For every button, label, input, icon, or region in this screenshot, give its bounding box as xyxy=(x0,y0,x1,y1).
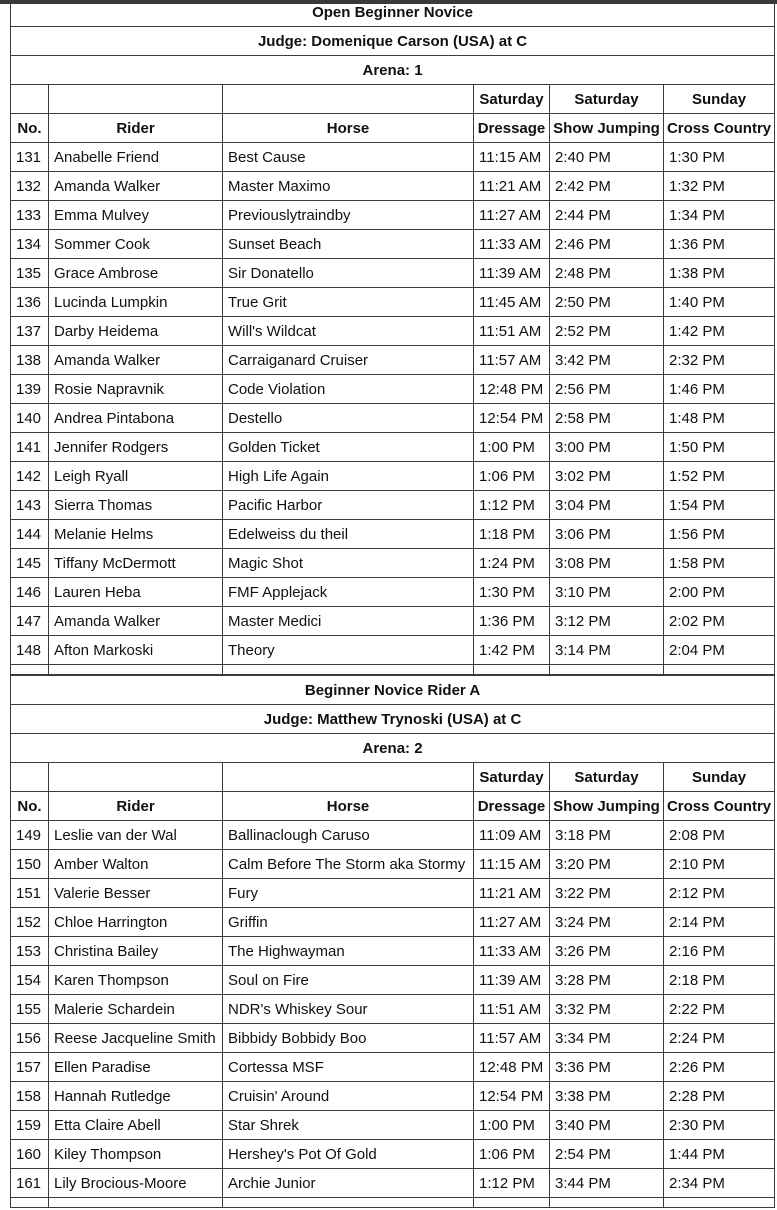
table-row xyxy=(11,578,775,607)
cross-country-column-header: Cross Country xyxy=(664,792,775,821)
cross-country-time: 1:40 PM xyxy=(664,288,775,317)
dressage-time: 1:42 PM xyxy=(474,636,550,665)
entry-number: 160 xyxy=(11,1140,49,1169)
horse-name: Cortessa MSF xyxy=(223,1053,474,1082)
cross-country-day-header: Sunday xyxy=(664,763,775,792)
rider-name: Leigh Ryall xyxy=(49,462,223,491)
entry-number: 161 xyxy=(11,1169,49,1198)
column-header-row xyxy=(11,792,775,821)
horse-name: Pacific Harbor xyxy=(223,491,474,520)
entry-number: 155 xyxy=(11,995,49,1024)
cross-country-time: 2:04 PM xyxy=(664,636,775,665)
dressage-time: 1:06 PM xyxy=(474,462,550,491)
rider-name: Amber Walton xyxy=(49,850,223,879)
show-jumping-time: 2:40 PM xyxy=(550,143,664,172)
show-jumping-time: 2:50 PM xyxy=(550,288,664,317)
cross-country-time: 2:18 PM xyxy=(664,966,775,995)
horse-name: NDR's Whiskey Sour xyxy=(223,995,474,1024)
entry-number: 158 xyxy=(11,1082,49,1111)
dressage-time: 11:09 AM xyxy=(474,821,550,850)
spacer-cell xyxy=(664,665,775,675)
table-row xyxy=(11,404,775,433)
spacer-cell xyxy=(11,665,49,675)
blank-header-cell xyxy=(49,763,223,792)
entry-number: 156 xyxy=(11,1024,49,1053)
rider-name: Emma Mulvey xyxy=(49,201,223,230)
entry-number: 146 xyxy=(11,578,49,607)
table-row xyxy=(11,288,775,317)
judge-row xyxy=(11,705,775,734)
rider-name: Sommer Cook xyxy=(49,230,223,259)
rider-name: Rosie Napravnik xyxy=(49,375,223,404)
spacer-cell xyxy=(223,665,474,675)
show-jumping-time: 3:10 PM xyxy=(550,578,664,607)
show-jumping-time: 3:36 PM xyxy=(550,1053,664,1082)
horse-name: High Life Again xyxy=(223,462,474,491)
show-jumping-time: 2:42 PM xyxy=(550,172,664,201)
judge-label: Judge: Matthew Trynoski (USA) at C xyxy=(11,705,775,734)
horse-name: Bibbidy Bobbidy Boo xyxy=(223,1024,474,1053)
entry-number: 135 xyxy=(11,259,49,288)
horse-name: Master Maximo xyxy=(223,172,474,201)
cross-country-time: 2:32 PM xyxy=(664,346,775,375)
dressage-time: 1:00 PM xyxy=(474,433,550,462)
entry-number: 132 xyxy=(11,172,49,201)
dressage-time: 12:48 PM xyxy=(474,375,550,404)
table-row xyxy=(11,879,775,908)
horse-name: Archie Junior xyxy=(223,1169,474,1198)
cross-country-time: 1:42 PM xyxy=(664,317,775,346)
show-jumping-time: 2:48 PM xyxy=(550,259,664,288)
dressage-column-header: Dressage xyxy=(474,792,550,821)
rider-name: Etta Claire Abell xyxy=(49,1111,223,1140)
show-jumping-time: 3:12 PM xyxy=(550,607,664,636)
table-row xyxy=(11,259,775,288)
horse-name: Griffin xyxy=(223,908,474,937)
show-jumping-time: 3:14 PM xyxy=(550,636,664,665)
cross-country-time: 1:54 PM xyxy=(664,491,775,520)
rider-name: Lucinda Lumpkin xyxy=(49,288,223,317)
dressage-time: 12:54 PM xyxy=(474,1082,550,1111)
cross-country-time: 2:14 PM xyxy=(664,908,775,937)
dressage-time: 11:15 AM xyxy=(474,850,550,879)
entry-number: 137 xyxy=(11,317,49,346)
show-jumping-time: 3:32 PM xyxy=(550,995,664,1024)
table-row xyxy=(11,549,775,578)
table-row xyxy=(11,1111,775,1140)
rider-column-header: Rider xyxy=(49,114,223,143)
cross-country-time: 1:52 PM xyxy=(664,462,775,491)
table-row xyxy=(11,636,775,665)
horse-name: Hershey's Pot Of Gold xyxy=(223,1140,474,1169)
horse-name: Soul on Fire xyxy=(223,966,474,995)
cross-country-time: 2:08 PM xyxy=(664,821,775,850)
dressage-time: 11:51 AM xyxy=(474,995,550,1024)
show-jumping-time: 2:52 PM xyxy=(550,317,664,346)
division-title: Beginner Novice Rider A xyxy=(11,676,775,705)
cross-country-time: 2:26 PM xyxy=(664,1053,775,1082)
cross-country-time: 1:32 PM xyxy=(664,172,775,201)
dressage-time: 11:33 AM xyxy=(474,937,550,966)
horse-name: Ballinaclough Caruso xyxy=(223,821,474,850)
entry-number: 152 xyxy=(11,908,49,937)
table-row xyxy=(11,966,775,995)
no-column-header: No. xyxy=(11,114,49,143)
show-jumping-time: 3:20 PM xyxy=(550,850,664,879)
horse-name: Magic Shot xyxy=(223,549,474,578)
division-title-row xyxy=(11,676,775,705)
arena-label: Arena: 2 xyxy=(11,734,775,763)
division-title-row xyxy=(11,0,775,27)
horse-name: Previouslytraindby xyxy=(223,201,474,230)
show-jumping-time: 3:44 PM xyxy=(550,1169,664,1198)
entry-number: 148 xyxy=(11,636,49,665)
cross-country-time: 1:56 PM xyxy=(664,520,775,549)
entry-number: 149 xyxy=(11,821,49,850)
rider-name: Ellen Paradise xyxy=(49,1053,223,1082)
horse-name: Code Violation xyxy=(223,375,474,404)
rider-name: Amanda Walker xyxy=(49,607,223,636)
cross-country-time: 2:24 PM xyxy=(664,1024,775,1053)
show-jumping-time: 3:00 PM xyxy=(550,433,664,462)
rider-name: Andrea Pintabona xyxy=(49,404,223,433)
rider-name: Reese Jacqueline Smith xyxy=(49,1024,223,1053)
dressage-day-header: Saturday xyxy=(474,763,550,792)
dressage-time: 1:12 PM xyxy=(474,491,550,520)
entry-number: 136 xyxy=(11,288,49,317)
horse-name: Sunset Beach xyxy=(223,230,474,259)
cross-country-time: 1:34 PM xyxy=(664,201,775,230)
rider-name: Hannah Rutledge xyxy=(49,1082,223,1111)
dressage-time: 12:48 PM xyxy=(474,1053,550,1082)
dressage-time: 1:36 PM xyxy=(474,607,550,636)
horse-name: The Highwayman xyxy=(223,937,474,966)
table-row xyxy=(11,317,775,346)
entry-number: 142 xyxy=(11,462,49,491)
schedule-table-1 xyxy=(10,0,775,675)
show-jumping-time: 3:24 PM xyxy=(550,908,664,937)
entry-number: 154 xyxy=(11,966,49,995)
table-row xyxy=(11,995,775,1024)
table-row xyxy=(11,821,775,850)
rider-name: Karen Thompson xyxy=(49,966,223,995)
entry-number: 145 xyxy=(11,549,49,578)
horse-name: Will's Wildcat xyxy=(223,317,474,346)
rider-name: Lily Brocious-Moore xyxy=(49,1169,223,1198)
table-row xyxy=(11,346,775,375)
table-row xyxy=(11,201,775,230)
judge-label: Judge: Domenique Carson (USA) at C xyxy=(11,27,775,56)
cross-country-time: 2:02 PM xyxy=(664,607,775,636)
rider-name: Malerie Schardein xyxy=(49,995,223,1024)
rider-name: Jennifer Rodgers xyxy=(49,433,223,462)
spacer-cell xyxy=(550,1198,664,1208)
table-row xyxy=(11,433,775,462)
cross-country-time: 2:28 PM xyxy=(664,1082,775,1111)
cross-country-time: 2:00 PM xyxy=(664,578,775,607)
spacer-cell xyxy=(550,665,664,675)
rider-name: Leslie van der Wal xyxy=(49,821,223,850)
rider-name: Melanie Helms xyxy=(49,520,223,549)
entry-number: 139 xyxy=(11,375,49,404)
horse-name: Star Shrek xyxy=(223,1111,474,1140)
show-jumping-day-header: Saturday xyxy=(550,763,664,792)
blank-header-cell xyxy=(11,85,49,114)
show-jumping-time: 3:02 PM xyxy=(550,462,664,491)
entry-number: 150 xyxy=(11,850,49,879)
rider-name: Valerie Besser xyxy=(49,879,223,908)
cross-country-time: 2:34 PM xyxy=(664,1169,775,1198)
cross-country-time: 1:38 PM xyxy=(664,259,775,288)
cross-country-time: 2:10 PM xyxy=(664,850,775,879)
no-column-header: No. xyxy=(11,792,49,821)
dressage-column-header: Dressage xyxy=(474,114,550,143)
rider-name: Anabelle Friend xyxy=(49,143,223,172)
dressage-time: 11:21 AM xyxy=(474,172,550,201)
horse-name: Best Cause xyxy=(223,143,474,172)
dressage-time: 1:12 PM xyxy=(474,1169,550,1198)
horse-name: Cruisin' Around xyxy=(223,1082,474,1111)
show-jumping-time: 2:56 PM xyxy=(550,375,664,404)
horse-name: Theory xyxy=(223,636,474,665)
table-row xyxy=(11,937,775,966)
rider-name: Chloe Harrington xyxy=(49,908,223,937)
horse-name: Edelweiss du theil xyxy=(223,520,474,549)
cross-country-time: 1:50 PM xyxy=(664,433,775,462)
entry-number: 133 xyxy=(11,201,49,230)
rider-name: Christina Bailey xyxy=(49,937,223,966)
cross-country-time: 1:48 PM xyxy=(664,404,775,433)
spacer-row xyxy=(11,1198,775,1208)
spacer-cell xyxy=(474,665,550,675)
horse-name: True Grit xyxy=(223,288,474,317)
cross-country-time: 1:46 PM xyxy=(664,375,775,404)
dressage-day-header: Saturday xyxy=(474,85,550,114)
show-jumping-time: 3:34 PM xyxy=(550,1024,664,1053)
column-header-row xyxy=(11,114,775,143)
cross-country-time: 2:22 PM xyxy=(664,995,775,1024)
table-row xyxy=(11,1169,775,1198)
cross-country-time: 2:12 PM xyxy=(664,879,775,908)
dressage-time: 11:57 AM xyxy=(474,346,550,375)
horse-name: Calm Before The Storm aka Stormy xyxy=(223,850,474,879)
show-jumping-time: 3:38 PM xyxy=(550,1082,664,1111)
horse-name: Carraiganard Cruiser xyxy=(223,346,474,375)
entry-number: 131 xyxy=(11,143,49,172)
entry-number: 147 xyxy=(11,607,49,636)
spacer-cell xyxy=(11,1198,49,1208)
horse-column-header: Horse xyxy=(223,792,474,821)
cross-country-time: 2:16 PM xyxy=(664,937,775,966)
blank-header-cell xyxy=(223,85,474,114)
dressage-time: 12:54 PM xyxy=(474,404,550,433)
cross-country-time: 1:44 PM xyxy=(664,1140,775,1169)
spacer-cell xyxy=(664,1198,775,1208)
table-row xyxy=(11,491,775,520)
dressage-time: 1:18 PM xyxy=(474,520,550,549)
table-row xyxy=(11,607,775,636)
dressage-time: 11:45 AM xyxy=(474,288,550,317)
blank-header-cell xyxy=(223,763,474,792)
division-title: Open Beginner Novice xyxy=(11,0,775,27)
horse-name: FMF Applejack xyxy=(223,578,474,607)
blank-header-cell xyxy=(49,85,223,114)
show-jumping-time: 2:46 PM xyxy=(550,230,664,259)
show-jumping-time: 2:58 PM xyxy=(550,404,664,433)
entry-number: 140 xyxy=(11,404,49,433)
show-jumping-time: 3:08 PM xyxy=(550,549,664,578)
spacer-cell xyxy=(49,1198,223,1208)
rider-name: Darby Heidema xyxy=(49,317,223,346)
schedule-table-2 xyxy=(10,675,775,1208)
day-header-row xyxy=(11,85,775,114)
dressage-time: 1:30 PM xyxy=(474,578,550,607)
table-row xyxy=(11,1024,775,1053)
entry-number: 138 xyxy=(11,346,49,375)
entry-number: 143 xyxy=(11,491,49,520)
show-jumping-time: 3:04 PM xyxy=(550,491,664,520)
show-jumping-time: 3:22 PM xyxy=(550,879,664,908)
dressage-time: 1:06 PM xyxy=(474,1140,550,1169)
judge-row xyxy=(11,27,775,56)
dressage-time: 11:57 AM xyxy=(474,1024,550,1053)
show-jumping-time: 3:42 PM xyxy=(550,346,664,375)
table-row xyxy=(11,520,775,549)
blank-header-cell xyxy=(11,763,49,792)
arena-row xyxy=(11,734,775,763)
arena-row xyxy=(11,56,775,85)
table-row xyxy=(11,143,775,172)
table-row xyxy=(11,1140,775,1169)
entry-number: 153 xyxy=(11,937,49,966)
entry-number: 151 xyxy=(11,879,49,908)
arena-label: Arena: 1 xyxy=(11,56,775,85)
dressage-time: 11:21 AM xyxy=(474,879,550,908)
cross-country-time: 2:30 PM xyxy=(664,1111,775,1140)
dressage-time: 1:00 PM xyxy=(474,1111,550,1140)
horse-name: Master Medici xyxy=(223,607,474,636)
show-jumping-column-header: Show Jumping xyxy=(550,792,664,821)
show-jumping-time: 2:54 PM xyxy=(550,1140,664,1169)
rider-column-header: Rider xyxy=(49,792,223,821)
rider-name: Sierra Thomas xyxy=(49,491,223,520)
table-row xyxy=(11,908,775,937)
show-jumping-time: 3:06 PM xyxy=(550,520,664,549)
entry-number: 144 xyxy=(11,520,49,549)
entry-number: 159 xyxy=(11,1111,49,1140)
horse-name: Golden Ticket xyxy=(223,433,474,462)
horse-name: Fury xyxy=(223,879,474,908)
cross-country-time: 1:36 PM xyxy=(664,230,775,259)
cross-country-time: 1:30 PM xyxy=(664,143,775,172)
dressage-time: 1:24 PM xyxy=(474,549,550,578)
spacer-cell xyxy=(49,665,223,675)
dressage-time: 11:51 AM xyxy=(474,317,550,346)
horse-name: Sir Donatello xyxy=(223,259,474,288)
dressage-time: 11:33 AM xyxy=(474,230,550,259)
entry-number: 157 xyxy=(11,1053,49,1082)
horse-column-header: Horse xyxy=(223,114,474,143)
show-jumping-time: 2:44 PM xyxy=(550,201,664,230)
spacer-row xyxy=(11,665,775,675)
rider-name: Afton Markoski xyxy=(49,636,223,665)
rider-name: Amanda Walker xyxy=(49,346,223,375)
table-row xyxy=(11,172,775,201)
rider-name: Tiffany McDermott xyxy=(49,549,223,578)
dressage-time: 11:27 AM xyxy=(474,908,550,937)
horse-name: Destello xyxy=(223,404,474,433)
spacer-cell xyxy=(474,1198,550,1208)
day-header-row xyxy=(11,763,775,792)
rider-name: Kiley Thompson xyxy=(49,1140,223,1169)
entry-number: 134 xyxy=(11,230,49,259)
table-row xyxy=(11,230,775,259)
rider-name: Lauren Heba xyxy=(49,578,223,607)
cross-country-column-header: Cross Country xyxy=(664,114,775,143)
cross-country-time: 1:58 PM xyxy=(664,549,775,578)
show-jumping-column-header: Show Jumping xyxy=(550,114,664,143)
rider-name: Grace Ambrose xyxy=(49,259,223,288)
show-jumping-time: 3:26 PM xyxy=(550,937,664,966)
spacer-cell xyxy=(223,1198,474,1208)
table-row xyxy=(11,375,775,404)
dressage-time: 11:27 AM xyxy=(474,201,550,230)
table-row xyxy=(11,850,775,879)
dressage-time: 11:39 AM xyxy=(474,259,550,288)
entry-number: 141 xyxy=(11,433,49,462)
dressage-time: 11:15 AM xyxy=(474,143,550,172)
show-jumping-day-header: Saturday xyxy=(550,85,664,114)
show-jumping-time: 3:18 PM xyxy=(550,821,664,850)
table-row xyxy=(11,462,775,491)
rider-name: Amanda Walker xyxy=(49,172,223,201)
table-row xyxy=(11,1053,775,1082)
table-row xyxy=(11,1082,775,1111)
show-jumping-time: 3:28 PM xyxy=(550,966,664,995)
show-jumping-time: 3:40 PM xyxy=(550,1111,664,1140)
cross-country-day-header: Sunday xyxy=(664,85,775,114)
dressage-time: 11:39 AM xyxy=(474,966,550,995)
